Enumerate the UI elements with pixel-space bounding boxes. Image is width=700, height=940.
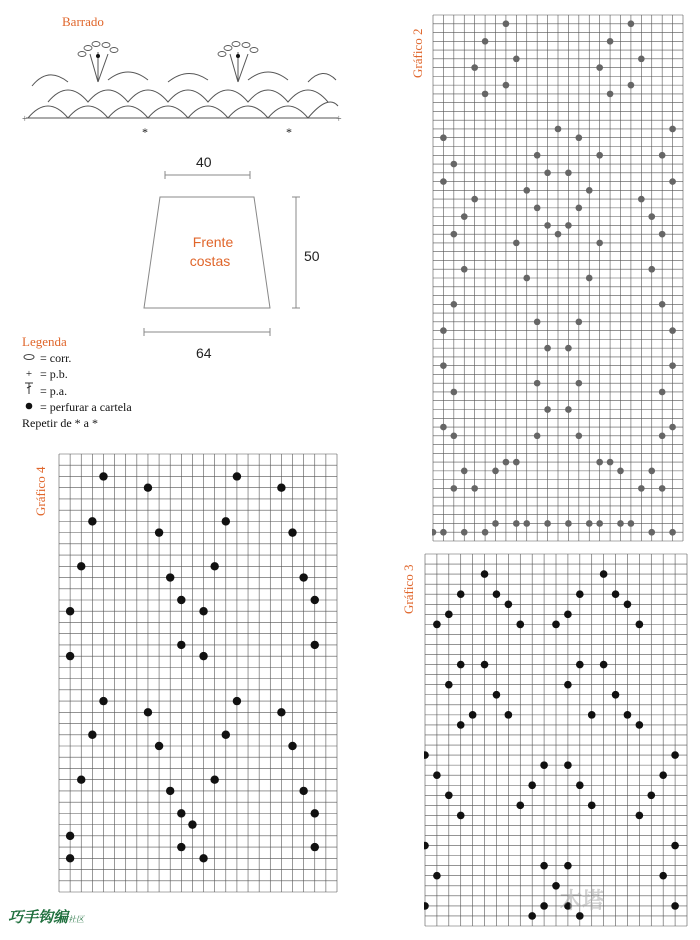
svg-text:*: * bbox=[286, 125, 292, 139]
punch-dot bbox=[516, 621, 524, 629]
punch-dot bbox=[638, 196, 645, 203]
punch-dot bbox=[513, 240, 520, 247]
punch-dot bbox=[647, 791, 655, 799]
punch-dot bbox=[534, 432, 541, 439]
svg-text:+: + bbox=[22, 114, 28, 125]
punch-dot bbox=[576, 134, 583, 141]
punch-dot bbox=[576, 781, 584, 789]
punch-dot bbox=[482, 91, 489, 98]
punch-dot bbox=[607, 91, 614, 98]
punch-dot bbox=[451, 161, 458, 168]
punch-dot bbox=[636, 721, 644, 729]
punch-dot bbox=[199, 854, 207, 862]
punch-dot bbox=[596, 459, 603, 466]
punch-dot bbox=[481, 661, 489, 669]
punch-dot bbox=[528, 912, 536, 920]
punch-dot bbox=[648, 266, 655, 273]
punch-dot bbox=[576, 432, 583, 439]
punch-dot bbox=[144, 708, 152, 716]
punch-dot bbox=[505, 711, 513, 719]
legend-item-label: = p.a. bbox=[40, 383, 68, 398]
punch-dot bbox=[544, 520, 551, 527]
punch-dot bbox=[440, 327, 447, 334]
punch-dot bbox=[88, 731, 96, 739]
punch-dot bbox=[586, 520, 593, 527]
punch-dot bbox=[492, 520, 499, 527]
punch-dot bbox=[659, 432, 666, 439]
logo-subtext: 社区 bbox=[68, 915, 85, 924]
legend-item-label: = perfurar a cartela bbox=[40, 400, 132, 414]
punch-dot bbox=[440, 134, 447, 141]
punch-dot bbox=[624, 711, 632, 719]
punch-dot bbox=[636, 621, 644, 629]
punch-dot bbox=[288, 528, 296, 536]
punch-dot bbox=[555, 231, 562, 238]
punch-dot bbox=[648, 468, 655, 475]
punch-dot bbox=[659, 485, 666, 492]
punch-dot bbox=[636, 812, 644, 820]
panel-height: 50 bbox=[304, 248, 320, 264]
punch-dot bbox=[576, 661, 584, 669]
punch-dot bbox=[493, 691, 501, 699]
punch-dot bbox=[166, 787, 174, 795]
punch-dot bbox=[188, 820, 196, 828]
punch-dot bbox=[607, 459, 614, 466]
grafico2-title: Gráfico 2 bbox=[410, 28, 425, 78]
punch-dot bbox=[440, 424, 447, 431]
punch-dot bbox=[596, 152, 603, 159]
punch-dot bbox=[669, 327, 676, 334]
punch-dot bbox=[552, 882, 560, 890]
barrado-edging-diagram bbox=[18, 36, 348, 146]
grafico3-title: Gráfico 3 bbox=[401, 564, 416, 614]
punch-dot bbox=[503, 82, 510, 89]
panel-label-back: costas bbox=[189, 253, 231, 269]
punch-dot bbox=[445, 791, 453, 799]
punch-dot bbox=[440, 178, 447, 185]
punch-dot bbox=[222, 731, 230, 739]
punch-dot bbox=[669, 424, 676, 431]
punch-dot bbox=[177, 809, 185, 817]
punch-dot bbox=[669, 529, 676, 536]
punch-dot bbox=[451, 485, 458, 492]
punch-dot bbox=[451, 389, 458, 396]
punch-dot bbox=[277, 708, 285, 716]
watermark: 木塔 bbox=[560, 889, 605, 914]
punch-dot bbox=[586, 187, 593, 194]
grafico4-title: Gráfico 4 bbox=[33, 466, 48, 516]
punch-dot bbox=[77, 562, 85, 570]
punch-dot bbox=[99, 697, 107, 705]
punch-dot bbox=[461, 468, 468, 475]
punch-dot bbox=[433, 771, 441, 779]
punch-dot bbox=[177, 596, 185, 604]
punch-dot bbox=[299, 787, 307, 795]
double-crochet-icon bbox=[22, 382, 36, 399]
punch-dot bbox=[565, 406, 572, 413]
punch-dot bbox=[177, 641, 185, 649]
punch-dot bbox=[493, 590, 501, 598]
svg-text:+: + bbox=[336, 114, 342, 125]
punch-dot bbox=[628, 20, 635, 27]
panel-top-width: 40 bbox=[196, 154, 212, 170]
punch-dot bbox=[588, 802, 596, 810]
punch-dot bbox=[540, 902, 548, 910]
punch-dot bbox=[482, 38, 489, 45]
punch-dot bbox=[523, 275, 530, 282]
panel-bottom-width: 64 bbox=[196, 345, 212, 361]
punch-dot bbox=[669, 362, 676, 369]
punch-dot bbox=[461, 266, 468, 273]
punch-dot bbox=[166, 573, 174, 581]
punch-dot bbox=[523, 187, 530, 194]
punch-dot bbox=[199, 607, 207, 615]
punch-dot bbox=[565, 520, 572, 527]
punch-dot bbox=[564, 681, 572, 689]
legend-item-label: = p.b. bbox=[40, 367, 68, 381]
punch-dot bbox=[471, 64, 478, 71]
punch-dot bbox=[544, 406, 551, 413]
punch-dot bbox=[457, 590, 465, 598]
punch-dot bbox=[671, 751, 679, 759]
punch-dot bbox=[659, 389, 666, 396]
punch-dot bbox=[576, 205, 583, 212]
punch-dot bbox=[299, 573, 307, 581]
punch-dot bbox=[503, 20, 510, 27]
punch-dot bbox=[596, 64, 603, 71]
punch-dot bbox=[210, 562, 218, 570]
punch-dot bbox=[576, 319, 583, 326]
punch-dot bbox=[433, 621, 441, 629]
svg-text:*: * bbox=[142, 125, 148, 139]
punch-dot bbox=[445, 611, 453, 619]
punch-dot bbox=[311, 843, 319, 851]
punch-dot bbox=[596, 240, 603, 247]
punch-dot bbox=[600, 661, 608, 669]
punch-dot bbox=[277, 483, 285, 491]
punch-dot bbox=[440, 529, 447, 536]
legend-item-label: = corr. bbox=[40, 351, 72, 365]
punch-dot bbox=[471, 196, 478, 203]
punch-dot bbox=[607, 38, 614, 45]
punch-dot bbox=[505, 600, 513, 608]
punch-dot bbox=[617, 520, 624, 527]
punch-dot bbox=[461, 213, 468, 220]
punch-dot bbox=[671, 842, 679, 850]
punch-dot bbox=[659, 231, 666, 238]
punch-dot bbox=[612, 590, 620, 598]
punch-dot bbox=[588, 711, 596, 719]
panel-label-front: Frente bbox=[192, 234, 234, 250]
punch-dot bbox=[596, 520, 603, 527]
site-logo bbox=[8, 906, 84, 927]
punch-dot bbox=[66, 607, 74, 615]
punch-dot bbox=[669, 178, 676, 185]
single-crochet-cross-icon: + bbox=[25, 368, 33, 380]
punch-dot bbox=[233, 697, 241, 705]
punch-dot bbox=[88, 517, 96, 525]
punch-dot bbox=[471, 485, 478, 492]
punch-dot bbox=[638, 56, 645, 63]
punch-dot bbox=[424, 751, 429, 759]
legend-repeat-note: Repetir de * a * bbox=[22, 416, 98, 430]
dot-icon bbox=[22, 399, 36, 415]
punch-dot bbox=[534, 152, 541, 159]
punch-dot bbox=[576, 380, 583, 387]
punch-dot bbox=[481, 570, 489, 578]
punch-dot bbox=[513, 459, 520, 466]
punch-dot bbox=[564, 611, 572, 619]
punch-dot bbox=[544, 345, 551, 352]
punch-dot bbox=[528, 781, 536, 789]
punch-dot bbox=[440, 362, 447, 369]
punch-dot bbox=[99, 472, 107, 480]
legend-item-punch bbox=[22, 399, 132, 415]
punch-dot bbox=[586, 275, 593, 282]
punch-dot bbox=[628, 520, 635, 527]
punch-dot bbox=[659, 301, 666, 308]
punch-dot bbox=[77, 775, 85, 783]
punch-dot bbox=[451, 432, 458, 439]
punch-dot bbox=[555, 126, 562, 133]
punch-dot bbox=[552, 621, 560, 629]
punch-dot bbox=[638, 485, 645, 492]
punch-dot bbox=[513, 520, 520, 527]
grafico3-chart bbox=[424, 553, 688, 927]
punch-dot bbox=[451, 301, 458, 308]
punch-dot bbox=[503, 459, 510, 466]
grafico4-chart bbox=[58, 453, 338, 893]
legend bbox=[22, 334, 132, 431]
punch-dot bbox=[544, 169, 551, 176]
punch-dot bbox=[492, 468, 499, 475]
grafico2-chart bbox=[432, 14, 684, 542]
punch-dot bbox=[564, 862, 572, 870]
punch-dot bbox=[534, 319, 541, 326]
punch-dot bbox=[311, 809, 319, 817]
punch-dot bbox=[516, 802, 524, 810]
punch-dot bbox=[144, 483, 152, 491]
punch-dot bbox=[523, 520, 530, 527]
punch-dot bbox=[600, 570, 608, 578]
punch-dot bbox=[659, 152, 666, 159]
punch-dot bbox=[445, 681, 453, 689]
punch-dot bbox=[671, 902, 679, 910]
punch-dot bbox=[659, 872, 667, 880]
punch-dot bbox=[433, 872, 441, 880]
punch-dot bbox=[648, 529, 655, 536]
punch-dot bbox=[540, 862, 548, 870]
chain-oval-icon bbox=[22, 350, 36, 366]
legend-item-chain bbox=[22, 350, 132, 366]
punch-dot bbox=[222, 517, 230, 525]
punch-dot bbox=[565, 222, 572, 229]
barrado-title: Barrado bbox=[62, 14, 104, 29]
punch-dot bbox=[288, 742, 296, 750]
punch-dot bbox=[432, 529, 436, 536]
punch-dot bbox=[155, 528, 163, 536]
punch-dot bbox=[469, 711, 477, 719]
punch-dot bbox=[451, 231, 458, 238]
legend-item-single-crochet bbox=[22, 366, 132, 382]
punch-dot bbox=[457, 661, 465, 669]
punch-dot bbox=[565, 345, 572, 352]
punch-dot bbox=[233, 472, 241, 480]
punch-dot bbox=[612, 691, 620, 699]
punch-dot bbox=[199, 652, 207, 660]
punch-dot bbox=[66, 652, 74, 660]
punch-dot bbox=[482, 529, 489, 536]
punch-dot bbox=[617, 468, 624, 475]
punch-dot bbox=[659, 771, 667, 779]
punch-dot bbox=[457, 721, 465, 729]
punch-dot bbox=[628, 82, 635, 89]
punch-dot bbox=[424, 842, 429, 850]
punch-dot bbox=[177, 843, 185, 851]
punch-dot bbox=[311, 641, 319, 649]
punch-dot bbox=[565, 169, 572, 176]
punch-dot bbox=[669, 126, 676, 133]
legend-item-double-crochet bbox=[22, 382, 132, 399]
punch-dot bbox=[544, 222, 551, 229]
punch-dot bbox=[624, 600, 632, 608]
punch-dot bbox=[424, 902, 429, 910]
punch-dot bbox=[311, 596, 319, 604]
punch-dot bbox=[648, 213, 655, 220]
punch-dot bbox=[576, 590, 584, 598]
punch-dot bbox=[210, 775, 218, 783]
legend-title: Legenda bbox=[22, 334, 67, 349]
punch-dot bbox=[155, 742, 163, 750]
punch-dot bbox=[66, 854, 74, 862]
punch-dot bbox=[540, 761, 548, 769]
punch-dot bbox=[534, 380, 541, 387]
punch-dot bbox=[513, 56, 520, 63]
punch-dot bbox=[461, 529, 468, 536]
logo-text: 巧手钩编 bbox=[8, 910, 69, 926]
punch-dot bbox=[66, 832, 74, 840]
punch-dot bbox=[457, 812, 465, 820]
punch-dot bbox=[564, 761, 572, 769]
punch-dot bbox=[534, 205, 541, 212]
